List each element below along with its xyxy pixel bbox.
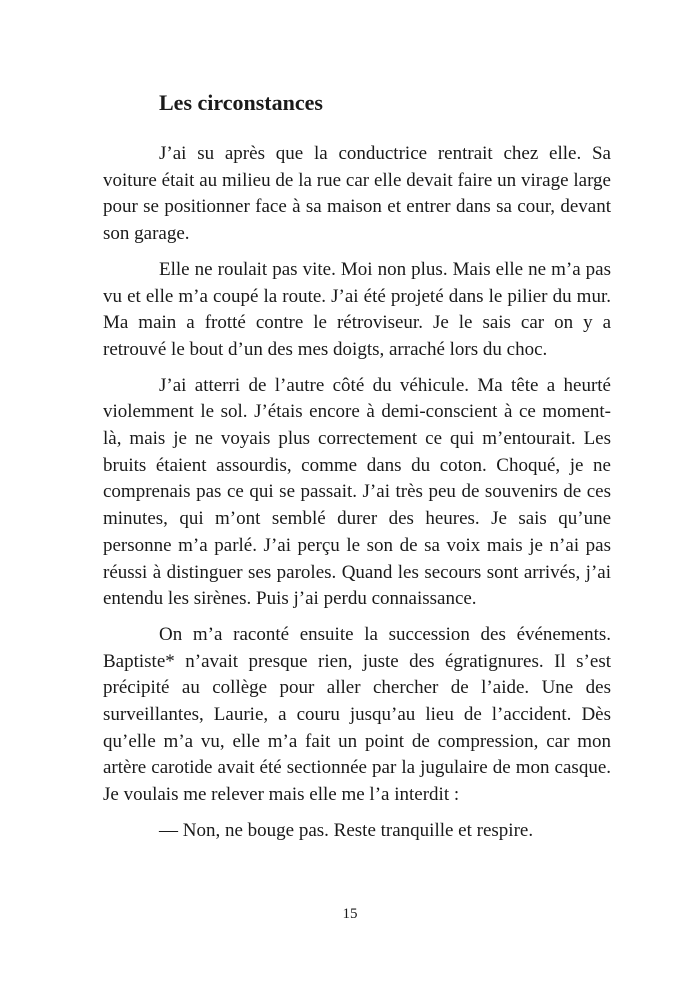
dialogue-line: — Non, ne bouge pas. Reste tranquille et respire. [159,819,534,841]
page-number: 15 [342,906,358,922]
paragraph: J’ai su après que la conductrice rentrait chez elle. Sa voiture était au milieu de la rue car elle devait faire un virage large pour se positionner face à sa maison et entrer dans sa cour, devant son garage. [103,143,611,245]
body-text [103,141,611,854]
chapter-title: Les circonstances [159,90,323,115]
paragraph: J’ai atterri de l’autre côté du véhicule. Ma tête a heurté violemment le sol. J’étais encore à demi-conscient à ce moment-là, mais je ne voyais plus correctement ce qui m’entourait. Les bruits étaient assourdis, comme dans du coton. Choqué, je ne comprenais pas ce qui se passait. J’ai très peu de souvenirs de ces minutes, qui m’ont semblé durer des heures. Je sais qu’une personne m’a parlé. J’ai perçu le son de sa voix mais je n’ai pas réussi à distinguer ses paroles. Quand les secours sont arrivés, j’ai entendu les sirènes. Puis j’ai perdu connaissance. [103,374,611,610]
paragraph: On m’a raconté ensuite la succession des événements. Baptiste* n’avait presque rien, juste des égratignures. Il s’est précipité au collège pour aller chercher de l’aide. Une des surveillantes, Laurie, a couru jusqu’au lieu de l’accident. Dès qu’elle m’a vu, elle m’a fait un point de compression, car mon artère carotide avait été sectionnée par la jugulaire de mon casque. Je voulais me relever mais elle me l’a interdit : [103,623,611,806]
paragraph: Elle ne roulait pas vite. Moi non plus. Mais elle ne m’a pas vu et elle m’a coupé la route. J’ai été projeté dans le pilier du mur. Ma main a frotté contre le rétroviseur. Je le sais car on y a retrouvé le bout d’un des mes doigts, arraché lors du choc. [103,258,611,360]
